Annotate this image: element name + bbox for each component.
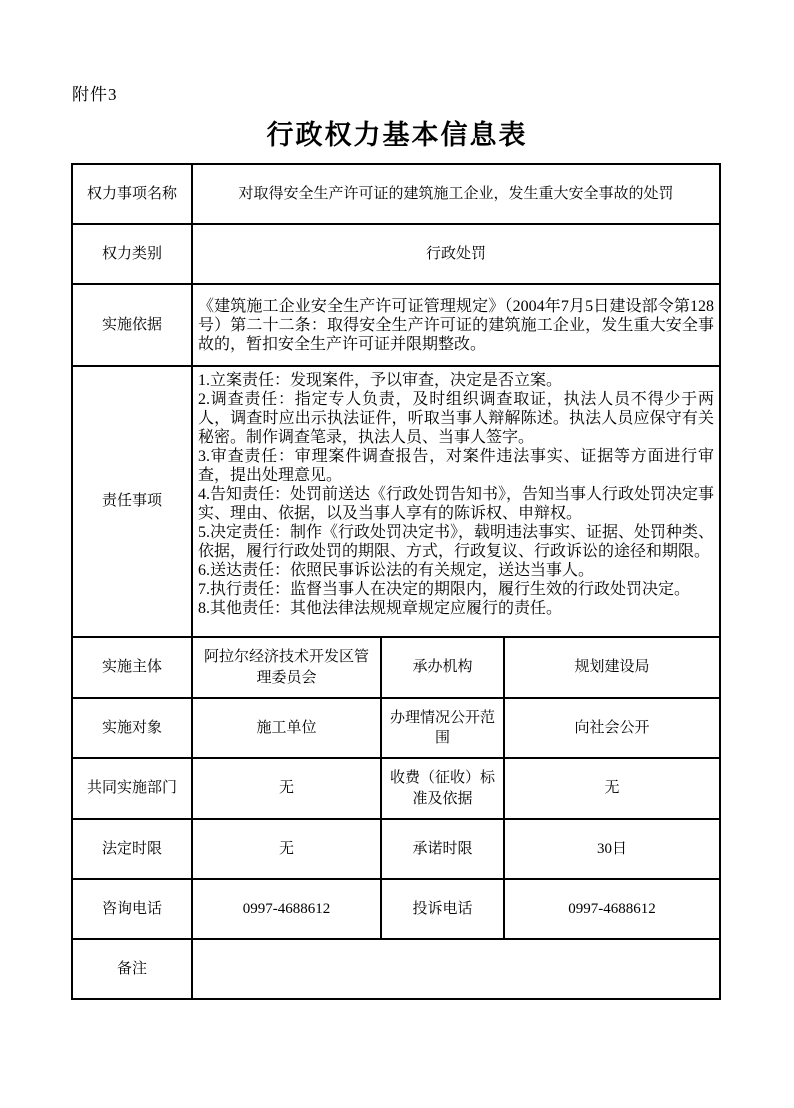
promised-limit-label: 承诺时限 [381,819,504,879]
duty-item: 2.调查责任：指定专人负责，及时组织调查取证，执法人员不得少于两人，调查时应出示执法证件，听取当事人辩解陈述。执法人员应保守有关秘密。制作调查笔录，执法人员、当事人签字。 [198,391,714,446]
table-row-joint [72,758,720,819]
statutory-limit-value: 无 [192,819,381,879]
power-name-value: 对取得安全生产许可证的建筑施工企业，发生重大安全事故的处罚 [192,164,720,224]
duties-value [192,366,720,637]
duties-label: 责任事项 [72,366,192,637]
table-row-power-name [72,164,720,224]
table-row-implementer [72,637,720,698]
table-row-remarks [72,939,720,999]
basis-value: 《建筑施工企业安全生产许可证管理规定》（2004年7月5日建设部令第128号）第二十二条：取得安全生产许可证的建筑施工企业，发生重大安全事故的，暂扣安全生产许可证并限期整改。 [192,284,720,366]
basis-label: 实施依据 [72,284,192,366]
statutory-limit-label: 法定时限 [72,819,192,879]
promised-limit-value: 30日 [504,819,720,879]
implementer-label: 实施主体 [72,637,192,698]
implementer-value: 阿拉尔经济技术开发区管理委员会 [192,637,381,698]
table-row-power-type [72,224,720,284]
table-row-phones [72,879,720,939]
complaint-phone-value: 0997-4688612 [504,879,720,939]
page-title: 行政权力基本信息表 [266,120,528,150]
duty-item: 1.立案责任：发现案件，予以审查，决定是否立案。 [198,372,563,389]
disclosure-scope-label: 办理情况公开范围 [381,698,504,758]
power-type-value: 行政处罚 [192,224,720,284]
inquiry-phone-value: 0997-4688612 [192,879,381,939]
target-label: 实施对象 [72,698,192,758]
joint-dept-label: 共同实施部门 [72,758,192,819]
undertaking-org-label: 承办机构 [381,637,504,698]
table-row-duties [72,366,720,637]
target-value: 施工单位 [192,698,381,758]
attachment-label: 附件3 [72,85,118,104]
duty-item: 6.送达责任：依照民事诉讼法的有关规定，送达当事人。 [198,562,595,579]
duty-item: 8.其他责任：其他法律法规规章规定应履行的责任。 [198,600,563,617]
table-row-time-limit [72,819,720,879]
complaint-phone-label: 投诉电话 [381,879,504,939]
duty-item: 4.告知责任：处罚前送达《行政处罚告知书》，告知当事人行政处罚决定事实、理由、依据，以及当事人享有的陈诉权、申辩权。 [198,486,714,522]
undertaking-org-value: 规划建设局 [504,637,720,698]
duty-item: 5.决定责任：制作《行政处罚决定书》，载明违法事实、证据、处罚种类、依据，履行行政处罚的期限、方式，行政复议、行政诉讼的途径和期限。 [198,524,714,560]
power-type-label: 权力类别 [72,224,192,284]
joint-dept-value: 无 [192,758,381,819]
duty-item: 3.审查责任：审理案件调查报告，对案件违法事实、证据等方面进行审查，提出处理意见。 [198,448,714,484]
table-row-basis [72,284,720,366]
info-table [71,163,721,1000]
duties-text-block [198,371,714,627]
fee-standard-label: 收费（征收）标准及依据 [381,758,504,819]
power-name-label: 权力事项名称 [72,164,192,224]
disclosure-scope-value: 向社会公开 [504,698,720,758]
duty-item: 7.执行责任：监督当事人在决定的期限内，履行生效的行政处罚决定。 [198,581,691,598]
inquiry-phone-label: 咨询电话 [72,879,192,939]
fee-standard-value: 无 [504,758,720,819]
remarks-label: 备注 [72,939,192,999]
table-row-target [72,698,720,758]
remarks-value [192,939,720,999]
